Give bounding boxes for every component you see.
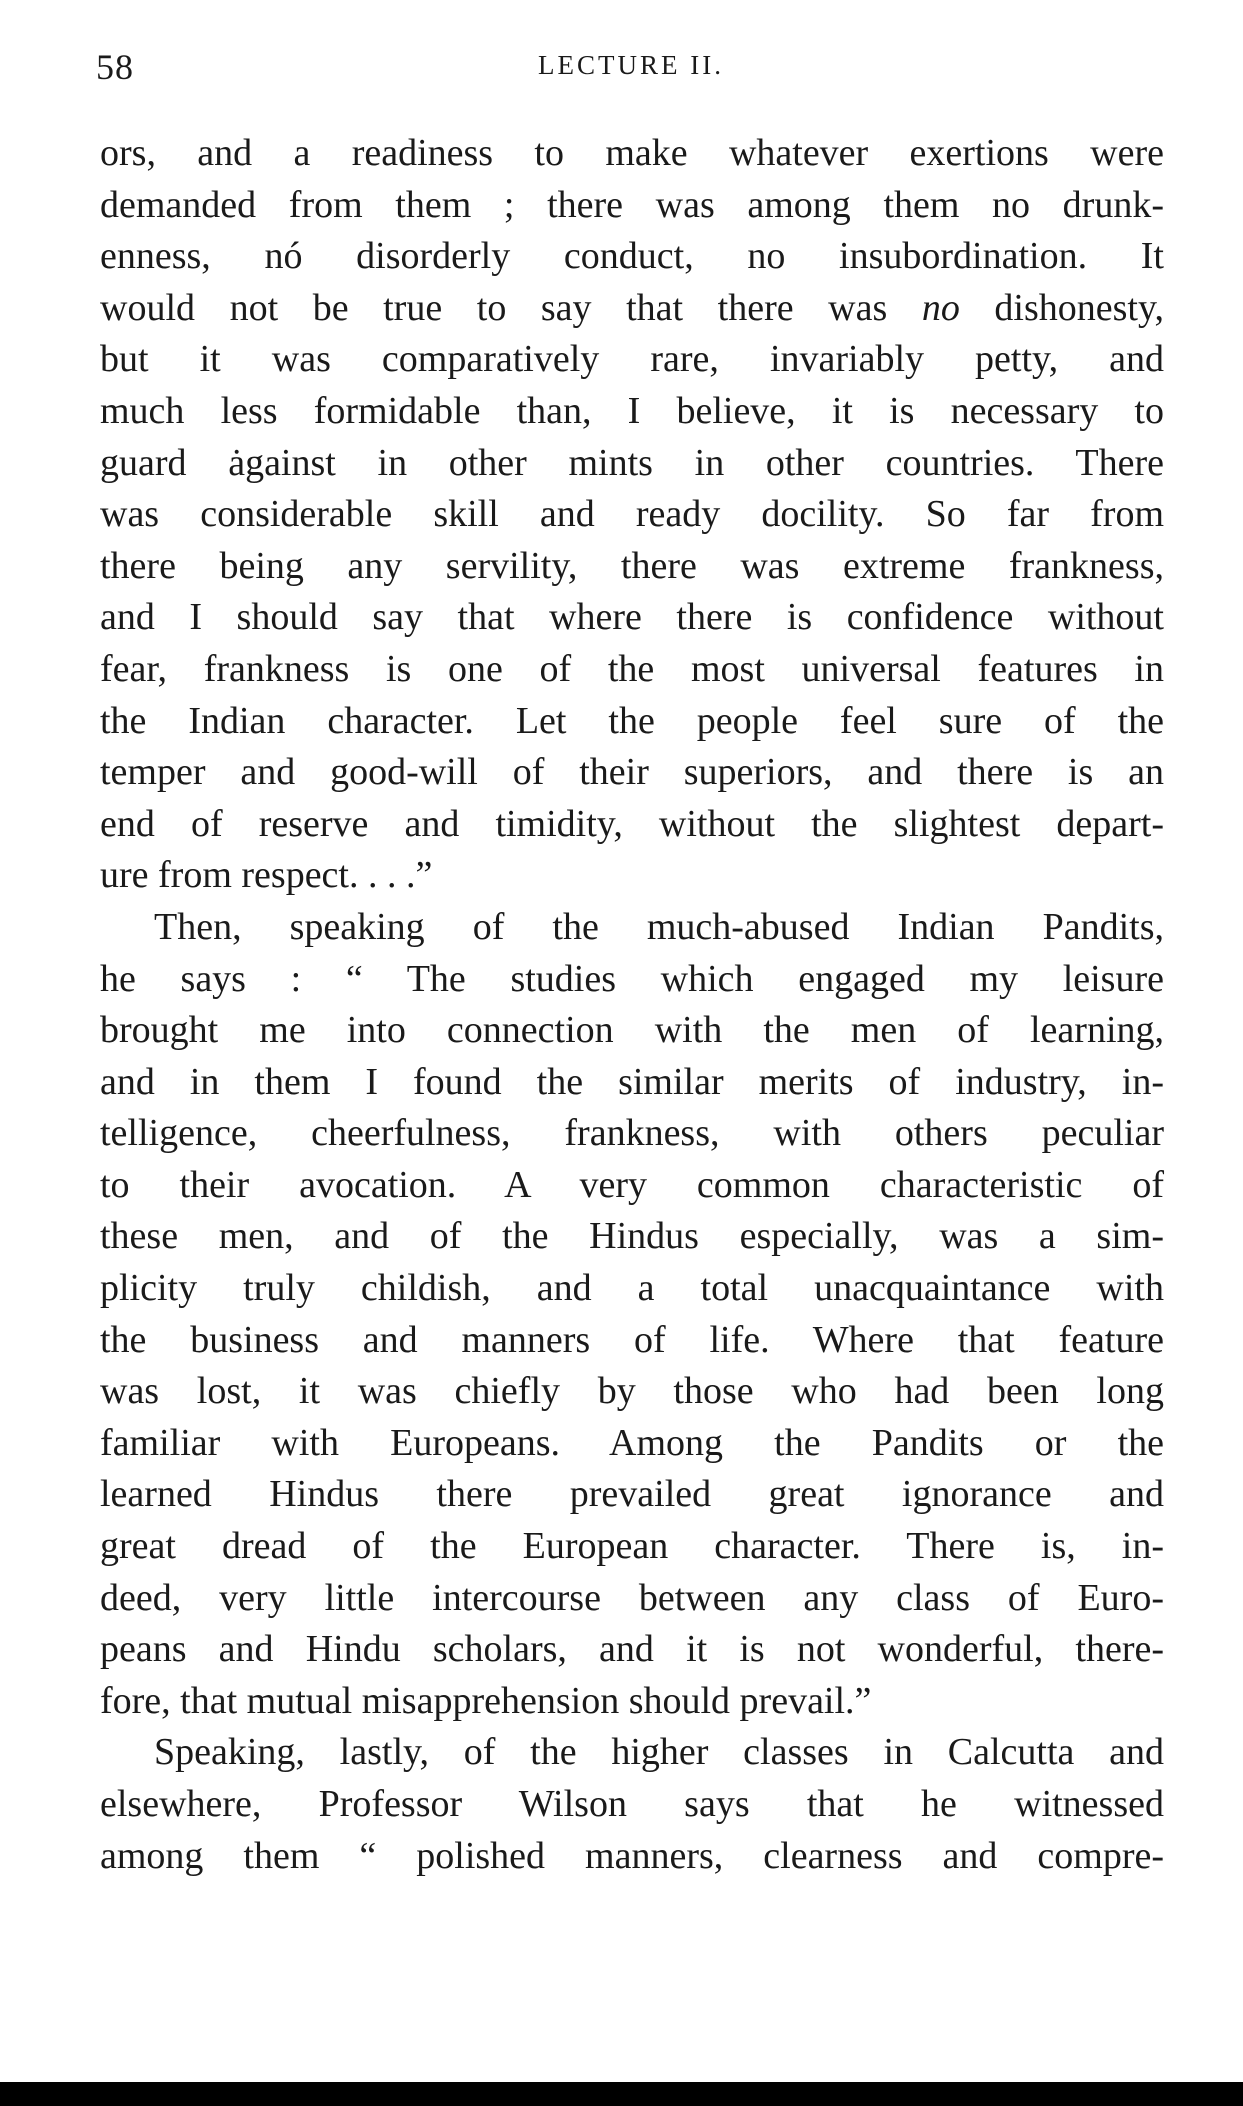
text-line: the business and manners of life. Where that feature bbox=[100, 1318, 1164, 1361]
text-line: deed, very little intercourse between any class of Euro- bbox=[100, 1576, 1164, 1619]
text-line: ors, and a readiness to make whatever exertions were bbox=[100, 132, 1164, 174]
text-line: elsewhere, Professor Wilson says that he witnessed bbox=[100, 1783, 1164, 1825]
text-line: to their avocation. A very common characteristic of bbox=[100, 1163, 1164, 1206]
text-line: enness, nó disorderly conduct, no insubordination. It bbox=[100, 235, 1164, 278]
body-text bbox=[100, 128, 1164, 1882]
text-line: the Indian character. Let the people feel sure of the bbox=[100, 699, 1164, 742]
text-line: and in them I found the similar merits of industry, in- bbox=[100, 1060, 1164, 1103]
emphasized-word: no bbox=[921, 286, 960, 329]
text-line: was lost, it was chiefly by those who had been long bbox=[100, 1370, 1164, 1413]
text-line: peans and Hindu scholars, and it is not wonderful, there- bbox=[100, 1628, 1164, 1671]
text-line: much less formidable than, I believe, it is necessary to bbox=[100, 389, 1164, 432]
text-line-with-emphasis bbox=[100, 283, 1164, 335]
paragraph-3 bbox=[100, 1727, 1164, 1882]
text-line: brought me into connection with the men of learning, bbox=[100, 1009, 1164, 1052]
text-line: there being any servility, there was extreme frankness, bbox=[100, 544, 1164, 587]
text-line: ure from respect. . . .” bbox=[100, 854, 433, 897]
text-line: fear, frankness is one of the most universal features in bbox=[100, 647, 1164, 690]
page-number: 58 bbox=[96, 47, 134, 87]
text-line: fore, that mutual misapprehension should prevail.” bbox=[100, 1679, 872, 1722]
running-title: LECTURE II. bbox=[538, 50, 724, 80]
text-line: Speaking, lastly, of the higher classes in Calcutta and bbox=[154, 1731, 1164, 1774]
text-line: great dread of the European character. There is, in- bbox=[100, 1525, 1164, 1568]
text-segment: would not be true to say that there was bbox=[100, 286, 922, 329]
text-line: these men, and of the Hindus especially, was a sim- bbox=[100, 1215, 1164, 1258]
paragraph-1 bbox=[100, 128, 1164, 902]
text-segment: dishonesty, bbox=[959, 286, 1164, 329]
text-line: among them “ polished manners, clearness and compre- bbox=[100, 1834, 1164, 1877]
text-line: but it was comparatively rare, invariably petty, and bbox=[100, 338, 1164, 381]
text-line: telligence, cheerfulness, frankness, with others peculiar bbox=[100, 1112, 1164, 1155]
text-line: learned Hindus there prevailed great ignorance and bbox=[100, 1473, 1164, 1516]
text-line: end of reserve and timidity, without the slightest depart- bbox=[100, 802, 1164, 845]
text-line: and I should say that where there is confidence without bbox=[100, 596, 1164, 639]
text-line: Then, speaking of the much-abused Indian Pandits, bbox=[154, 905, 1164, 948]
text-line: familiar with Europeans. Among the Pandits or the bbox=[100, 1421, 1164, 1464]
text-line: guard ȧgainst in other mints in other countries. There bbox=[100, 441, 1164, 484]
text-line: was considerable skill and ready docility. So far from bbox=[100, 493, 1164, 536]
paragraph-2 bbox=[100, 902, 1164, 1728]
running-head bbox=[96, 46, 1166, 96]
text-line: plicity truly childish, and a total unacquaintance with bbox=[100, 1267, 1164, 1310]
text-line: demanded from them ; there was among them no drunk- bbox=[100, 183, 1164, 226]
text-line: temper and good-will of their superiors, and there is an bbox=[100, 751, 1164, 794]
scan-edge-bar bbox=[0, 2082, 1243, 2106]
text-line: he says : “ The studies which engaged my leisure bbox=[100, 957, 1164, 1000]
